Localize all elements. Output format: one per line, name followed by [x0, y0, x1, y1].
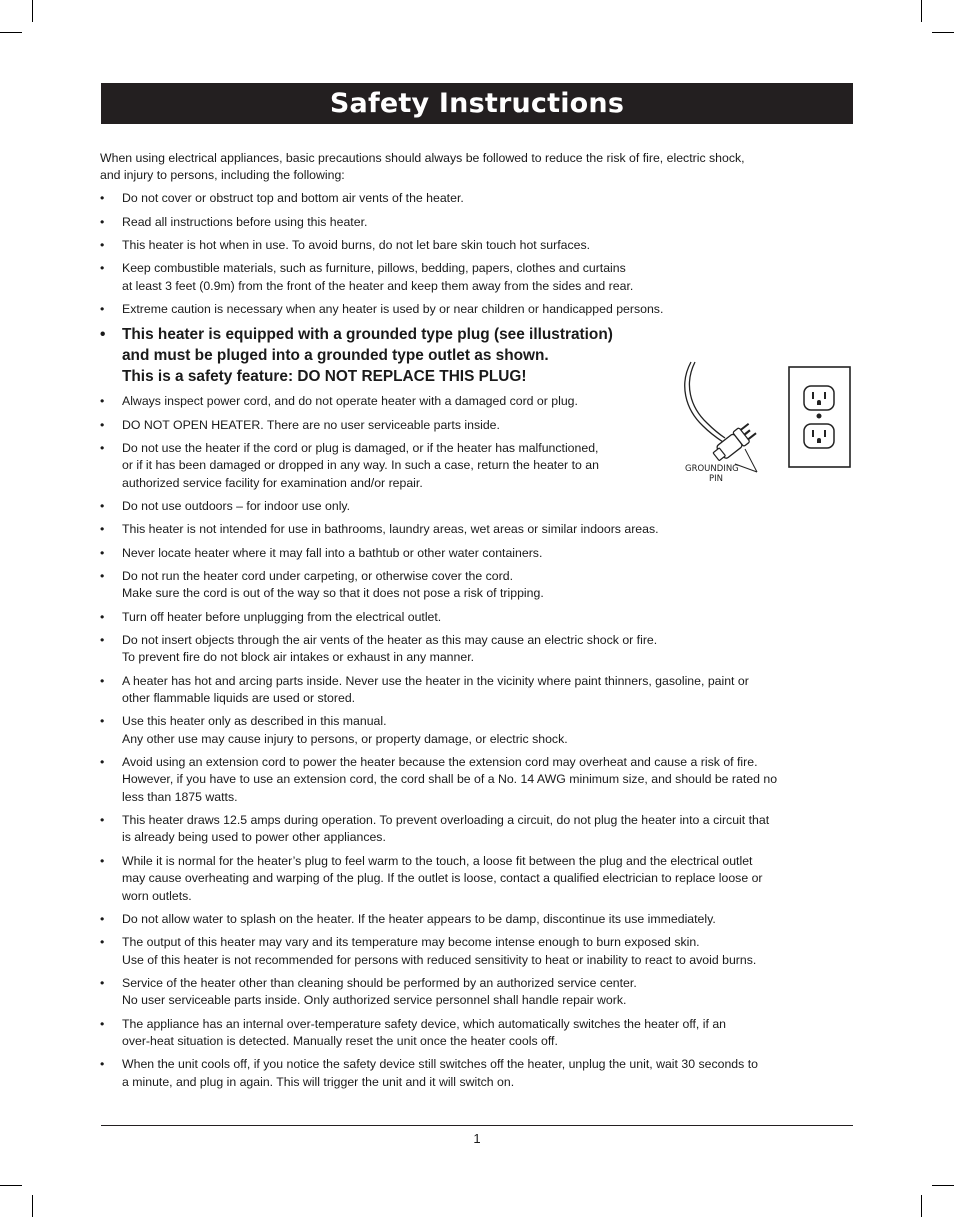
list-item: [100, 609, 854, 626]
bullet-glyph: •: [100, 498, 105, 513]
crop-mark: [921, 1195, 922, 1217]
bullet-glyph: •: [100, 394, 105, 409]
list-item: [100, 754, 854, 806]
list-item: [100, 440, 662, 492]
item-line: other flammable liquids are used or stored.: [122, 690, 356, 705]
list-item: [100, 1016, 854, 1051]
item-line: When the unit cools off, if you notice the safety device still switches off the heater, unplug the unit, wait 30 seconds to: [122, 1057, 758, 1072]
list-item: [100, 853, 854, 905]
item-line: No user serviceable parts inside. Only authorized service personnel shall handle repair work.: [122, 993, 627, 1008]
item-line: at least 3 feet (0.9m) from the front of the heater and keep them away from the sides and rear.: [122, 278, 634, 293]
bullet-glyph: •: [100, 1016, 105, 1031]
list-item: [100, 214, 854, 231]
list-item: [100, 673, 854, 708]
list-item: [100, 568, 854, 603]
bullet-glyph: •: [100, 911, 105, 926]
item-line: Avoid using an extension cord to power the heater because the extension cord may overheat and cause a risk of fire.: [122, 754, 758, 769]
list-item: [100, 911, 854, 928]
item-line: This heater is hot when in use. To avoid burns, do not let bare skin touch hot surfaces.: [122, 237, 591, 252]
safety-list: [100, 190, 854, 1091]
bullet-glyph: •: [100, 237, 105, 252]
item-line: This heater draws 12.5 amps during operation. To prevent overloading a circuit, do not plug the heater into a circuit that: [122, 813, 770, 828]
grounded-plug-and-outlet-icon: [673, 354, 853, 487]
crop-mark: [32, 1195, 33, 1217]
item-line: Do not use outdoors – for indoor use only.: [122, 498, 351, 513]
list-item: [100, 190, 854, 207]
intro-line: and injury to persons, including the following:: [100, 168, 345, 183]
item-line: This is a safety feature: DO NOT REPLACE THIS PLUG!: [122, 368, 527, 386]
bullet-glyph: •: [100, 326, 106, 344]
list-item: [100, 713, 854, 748]
title-bar: [101, 83, 853, 124]
item-line: or if it has been damaged or dropped in any way. In such a case, return the heater to an: [122, 458, 599, 473]
list-item: [100, 632, 854, 667]
crop-mark: [921, 0, 922, 22]
crop-mark: [932, 1185, 954, 1186]
item-line: authorized service facility for examination and/or repair.: [122, 475, 423, 490]
item-line: Turn off heater before unplugging from the electrical outlet.: [122, 609, 442, 624]
item-line: Use of this heater is not recommended for persons with reduced sensitivity to heat or inability to react to avoid burns.: [122, 952, 757, 967]
item-line: Do not run the heater cord under carpeting, or otherwise cover the cord.: [122, 568, 513, 583]
grounding-label: GROUNDING: [685, 464, 739, 474]
item-line: Any other use may cause injury to persons, or property damage, or electric shock.: [122, 731, 568, 746]
bullet-glyph: •: [100, 545, 105, 560]
bullet-glyph: •: [100, 191, 105, 206]
item-line: While it is normal for the heater’s plug to feel warm to the touch, a loose fit between the plug and the electrical outlet: [122, 853, 753, 868]
item-line: The output of this heater may vary and its temperature may become intense enough to burn exposed skin.: [122, 935, 700, 950]
item-line: and must be pluged into a grounded type outlet as shown.: [122, 347, 549, 365]
item-line: To prevent fire do not block air intakes or exhaust in any manner.: [122, 650, 475, 665]
item-line: Make sure the cord is out of the way so that it does not pose a risk of tripping.: [122, 586, 544, 601]
item-line: Service of the heater other than cleaning should be performed by an authorized service center.: [122, 975, 637, 990]
bullet-glyph: •: [100, 609, 105, 624]
bullet-glyph: •: [100, 440, 105, 455]
crop-mark: [32, 0, 33, 22]
bullet-glyph: •: [100, 568, 105, 583]
list-item: [100, 301, 854, 318]
bullet-glyph: •: [100, 935, 105, 950]
item-line: Do not use the heater if the cord or plug is damaged, or if the heater has malfunctioned,: [122, 440, 599, 455]
item-line: Use this heater only as described in this manual.: [122, 714, 387, 729]
item-line: a minute, and plug in again. This will trigger the unit and it will switch on.: [122, 1074, 515, 1089]
crop-mark: [0, 32, 22, 33]
bullet-glyph: •: [100, 975, 105, 990]
grounding-pin-label: PIN: [709, 474, 723, 484]
item-line: worn outlets.: [122, 888, 192, 903]
intro-line: When using electrical appliances, basic precautions should always be followed to reduce the risk of fire, electric shock,: [100, 151, 745, 165]
item-line: This heater is equipped with a grounded type plug (see illustration): [122, 326, 613, 344]
item-line: Never locate heater where it may fall into a bathtub or other water containers.: [122, 545, 543, 560]
list-item: [100, 498, 854, 515]
item-line: Extreme caution is necessary when any heater is used by or near children or handicapped persons.: [122, 301, 664, 316]
bullet-glyph: •: [100, 754, 105, 769]
list-item: [100, 521, 854, 538]
bullet-glyph: •: [100, 261, 105, 276]
item-line: Read all instructions before using this heater.: [122, 214, 368, 229]
list-item: [100, 545, 854, 562]
item-line: However, if you have to use an extension cord, the cord shall be of a No. 14 AWG minimum size, and should be rated no: [122, 772, 778, 787]
item-line: This heater is not intended for use in bathrooms, laundry areas, wet areas or similar indoors areas.: [122, 522, 659, 537]
list-item: [100, 812, 854, 847]
list-item: [100, 260, 854, 295]
bullet-glyph: •: [100, 853, 105, 868]
bullet-glyph: •: [100, 1057, 105, 1072]
bullet-glyph: •: [100, 813, 105, 828]
crop-mark: [932, 32, 954, 33]
bullet-glyph: •: [100, 673, 105, 688]
footer-divider: [101, 1125, 853, 1126]
item-line: A heater has hot and arcing parts inside. Never use the heater in the vicinity where paint thinners, gasoline, paint or: [122, 673, 749, 688]
item-line: Do not allow water to splash on the heater. If the heater appears to be damp, discontinue its use immediately.: [122, 911, 716, 926]
item-line: Keep combustible materials, such as furniture, pillows, bedding, papers, clothes and curtains: [122, 261, 626, 276]
bullet-glyph: •: [100, 214, 105, 229]
item-line: less than 1875 watts.: [122, 789, 238, 804]
item-line: is already being used to power other appliances.: [122, 830, 386, 845]
item-line: The appliance has an internal over-temperature safety device, which automatically switches the heater off, if an: [122, 1016, 727, 1031]
document-body: [100, 150, 854, 1097]
page-number: 1: [473, 1131, 481, 1146]
bullet-glyph: •: [100, 417, 105, 432]
bullet-glyph: •: [100, 522, 105, 537]
bullet-glyph: •: [100, 301, 105, 316]
item-line: Do not cover or obstruct top and bottom air vents of the heater.: [122, 191, 464, 206]
list-item: [100, 934, 854, 969]
list-item: [100, 975, 854, 1010]
intro-paragraph: [100, 150, 854, 185]
list-item: [100, 1056, 854, 1091]
item-line: Always inspect power cord, and do not operate heater with a damaged cord or plug.: [122, 394, 578, 409]
list-item: [100, 237, 854, 254]
item-line: over-heat situation is detected. Manually reset the unit once the heater cools off.: [122, 1033, 558, 1048]
bullet-glyph: •: [100, 632, 105, 647]
bullet-glyph: •: [100, 714, 105, 729]
item-line: DO NOT OPEN HEATER. There are no user serviceable parts inside.: [122, 417, 500, 432]
crop-mark: [0, 1185, 22, 1186]
item-line: may cause overheating and warping of the plug. If the outlet is loose, contact a qualified electrician to replace loose or: [122, 871, 763, 886]
page-title: Safety Instructions: [329, 88, 625, 119]
item-line: Do not insert objects through the air vents of the heater as this may cause an electric shock or fire.: [122, 632, 658, 647]
